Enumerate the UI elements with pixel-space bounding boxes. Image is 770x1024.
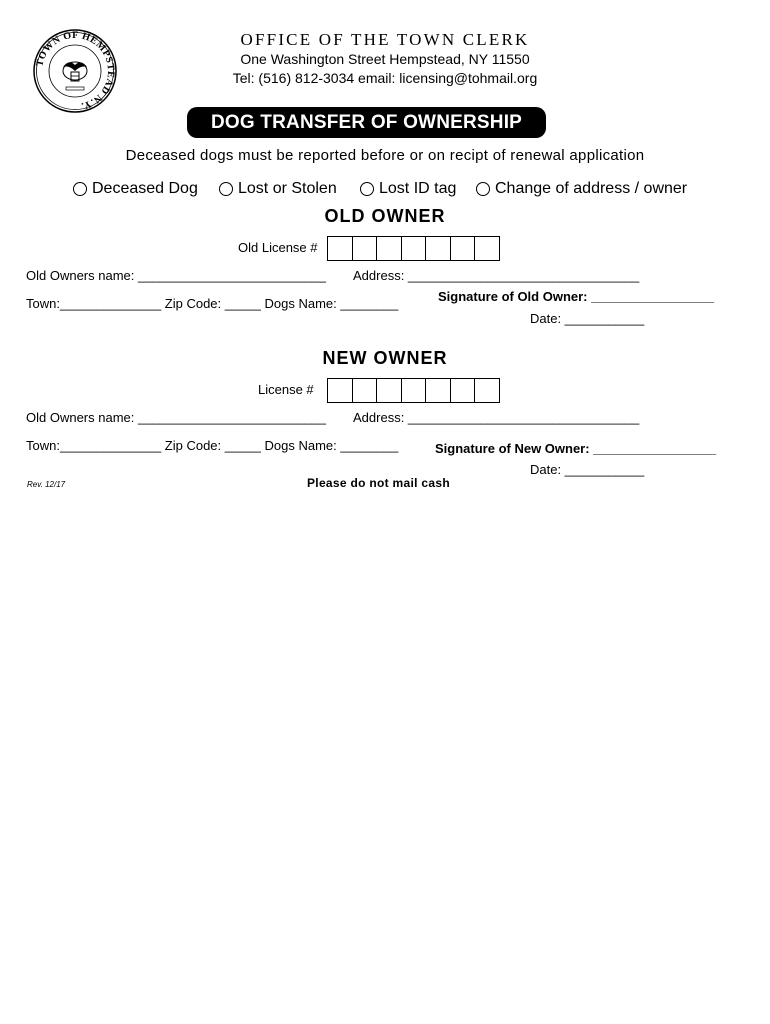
option-label: Change of address / owner	[495, 180, 688, 197]
new-license-boxes[interactable]	[328, 378, 500, 403]
office-contact: Tel: (516) 812-3034 email: licensing@tohmail.org	[232, 70, 538, 86]
option-change-address-owner[interactable]	[476, 180, 687, 198]
option-deceased-dog[interactable]	[73, 180, 198, 198]
new-owner-name-field[interactable]: Old Owners name: __________________________	[26, 410, 326, 425]
option-label: Lost ID tag	[379, 180, 457, 197]
old-license-label: Old License #	[238, 240, 318, 255]
option-lost-or-stolen[interactable]	[219, 180, 337, 198]
cash-notice: Please do not mail cash	[307, 476, 450, 490]
svg-text:TOWN OF HEMPSTEAD N.Y.: TOWN OF HEMPSTEAD N.Y.	[34, 29, 117, 112]
new-owner-heading: NEW OWNER	[322, 348, 448, 368]
old-owner-name-field[interactable]: Old Owners name: __________________________	[26, 268, 326, 283]
old-license-boxes[interactable]	[328, 236, 500, 261]
form-title: DOG TRANSFER OF OWNERSHIP	[187, 107, 546, 138]
radio-circle-icon[interactable]	[360, 182, 374, 196]
option-label: Lost or Stolen	[238, 180, 337, 197]
new-license-label: License #	[258, 382, 314, 397]
deceased-notice: Deceased dogs must be reported before or on recipt of renewal application	[125, 147, 645, 164]
old-owner-heading: OLD OWNER	[324, 206, 446, 226]
new-owner-date-field[interactable]: Date: ___________	[530, 462, 645, 477]
new-owner-signature-field[interactable]: Signature of New Owner: _________________	[435, 441, 717, 456]
old-owner-town-zip-dog-fields[interactable]: Town:______________ Zip Code: _____ Dogs Name: ________	[26, 296, 399, 311]
option-label: Deceased Dog	[92, 180, 198, 197]
new-owner-address-field[interactable]: Address: ________________________________	[353, 410, 640, 425]
old-owner-date-field[interactable]: Date: ___________	[530, 311, 645, 326]
option-lost-id-tag[interactable]	[360, 180, 456, 198]
radio-circle-icon[interactable]	[219, 182, 233, 196]
radio-circle-icon[interactable]	[73, 182, 87, 196]
radio-circle-icon[interactable]	[476, 182, 490, 196]
revision-label: Rev. 12/17	[27, 480, 66, 489]
old-owner-address-field[interactable]: Address: ________________________________	[353, 268, 640, 283]
office-address: One Washington Street Hempstead, NY 11550	[240, 51, 530, 67]
old-owner-signature-field[interactable]: Signature of Old Owner: _________________	[438, 289, 715, 304]
new-owner-town-zip-dog-fields[interactable]: Town:______________ Zip Code: _____ Dogs Name: ________	[26, 438, 399, 453]
office-title: OFFICE OF THE TOWN CLERK	[240, 30, 530, 49]
